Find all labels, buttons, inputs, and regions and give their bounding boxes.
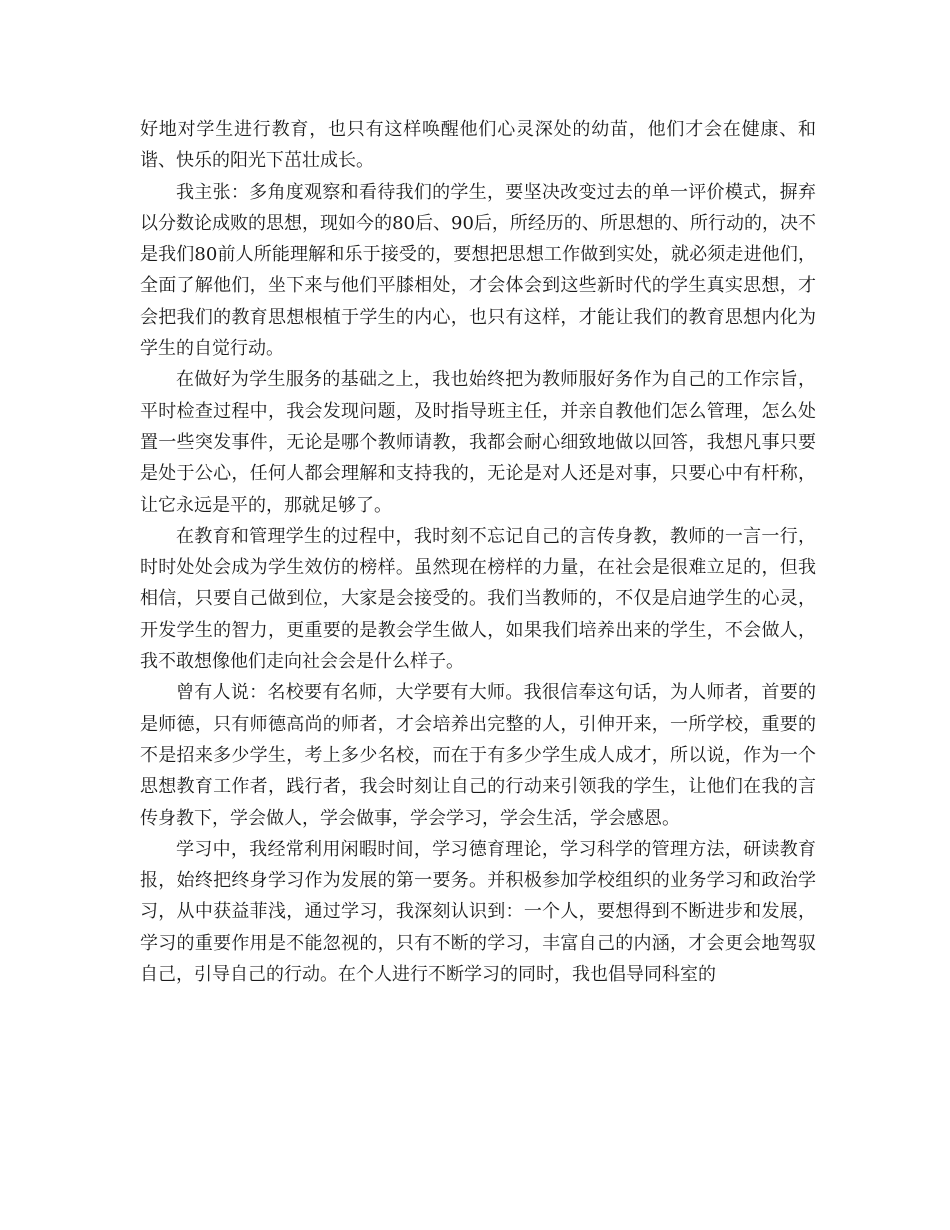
paragraph-teacher-service: 在做好为学生服务的基础之上，我也始终把为教师服好务作为自己的工作宗旨，平时检查过程中，我会发现问题，及时指导班主任，并亲自教他们怎么管理，怎么处置一些突发事件，无论是哪个教师请教，我都会耐心细致地做以回答，我想凡事只要是处于公心，任何人都会理解和支持我的，无论是对人还是对事，只要心中有杆称，让它永远是平的，那就足够了。 xyxy=(140,369,816,516)
paragraph-continuation: 好地对学生进行教育，也只有这样唤醒他们心灵深处的幼苗，他们才会在健康、和谐、快乐的阳光下茁壮成长。 xyxy=(140,119,816,172)
paragraph-evaluation: 我主张：多角度观察和看待我们的学生，要坚决改变过去的单一评价模式，摒弃以分数论成败的思想，现如今的80后、90后，所经历的、所思想的、所行动的，决不是我们80前人所能理解和乐于接受的，要想把思想工作做到实处，就必须走进他们，全面了解他们，坐下来与他们平膝相处，才会体会到这些新时代的学生真实思想，才会把我们的教育思想根植于学生的内心，也只有这样，才能让我们的教育思想内化为学生的自觉行动。 xyxy=(140,181,816,360)
document-body xyxy=(140,114,816,990)
paragraph-learning: 学习中，我经常利用闲暇时间，学习德育理论，学习科学的管理方法，研读教育报，始终把终身学习作为发展的第一要务。并积极参加学校组织的业务学习和政治学习，从中获益菲浅，通过学习，我深刻认识到：一个人，要想得到不断进步和发展，学习的重要作用是不能忽视的，只有不断的学习，丰富自己的内涵，才会更会地驾驭自己，引导自己的行动。在个人进行不断学习的同时，我也倡导同科室的 xyxy=(140,838,816,986)
paragraph-role-model: 在教育和管理学生的过程中，我时刻不忘记自己的言传身教，教师的一言一行，时时处处会成为学生效仿的榜样。虽然现在榜样的力量，在社会是很难立足的，但我相信，只要自己做到位，大家是会接受的。我们当教师的，不仅是启迪学生的心灵，开发学生的智力，更重要的是教会学生做人，如果我们培养出来的学生，不会做人，我不敢想像他们走向社会会是什么样子。 xyxy=(140,525,816,673)
paragraph-teacher-ethics: 曾有人说：名校要有名师，大学要有大师。我很信奉这句话，为人师者，首要的是师德，只有师德高尚的师者，才会培养出完整的人，引伸开来，一所学校，重要的不是招来多少学生，考上多少名校，而在于有多少学生成人成才，所以说，作为一个思想教育工作者，践行者，我会时刻让自己的行动来引领我的学生，让他们在我的言传身教下，学会做人，学会做事，学会学习，学会生活，学会感恩。 xyxy=(140,682,816,829)
